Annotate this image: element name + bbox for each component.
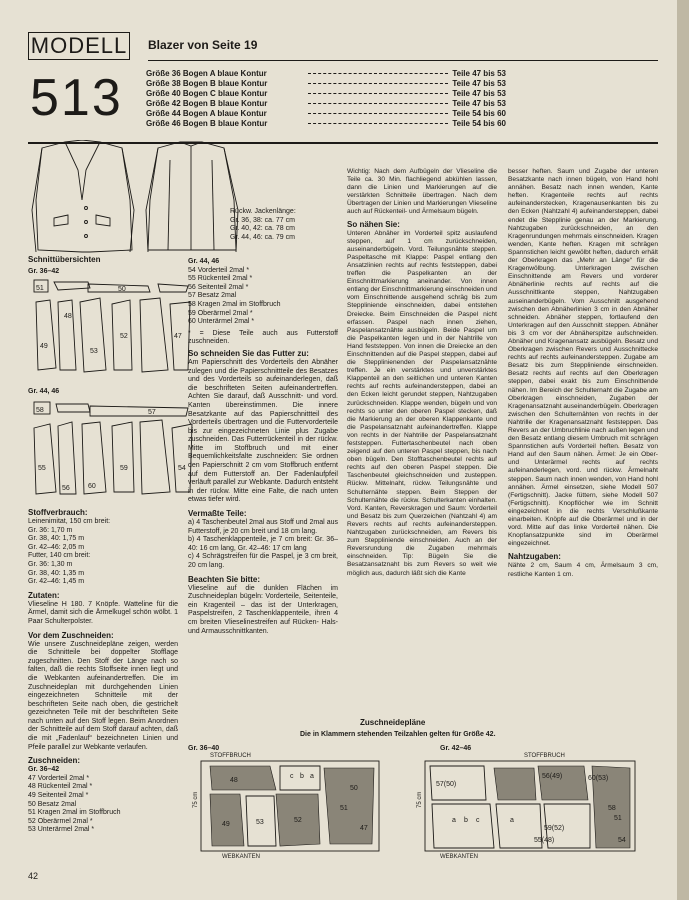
zuschneiden-group: Gr. 36–42 [28, 766, 60, 774]
header-rule [148, 60, 658, 61]
list-item: 60 Unterärmel 2mal * [188, 318, 255, 326]
list-group: Gr. 44, 46 [188, 258, 220, 265]
stoff-line: Gr. 42–46: 1,45 m [28, 578, 85, 586]
nahtzugaben-title: Nahtzugaben: [508, 552, 561, 562]
width-label: 75 cm [193, 791, 199, 808]
pattern-overview-a [28, 278, 198, 378]
size-row: Größe 40 Bogen C blaue Kontur Teile 47 bis 53 [146, 88, 506, 98]
svg-text:a: a [310, 773, 314, 780]
svg-text:59(52): 59(52) [544, 825, 565, 832]
list-item: 49 Seitenteil 2mal * [28, 792, 89, 800]
list-item: 59 Oberärmel 2mal * [188, 309, 253, 317]
size-row: Größe 44 Bogen A blaue Kontur Teile 54 bis 60 [146, 108, 506, 118]
cutting-plan-left [200, 760, 380, 852]
svg-text:58: 58 [608, 805, 616, 812]
svg-text:51: 51 [614, 815, 622, 822]
size-row: Größe 42 Bogen B blaue Kontur Teile 47 bis 53 [146, 98, 506, 108]
list-item: 56 Seitenteil 2mal * [188, 283, 249, 291]
svg-text:56(49): 56(49) [542, 773, 563, 780]
naehen-title: So nähen Sie: [347, 219, 400, 229]
svg-text:49: 49 [222, 821, 230, 828]
back-length-row: Gr. 40, 42: ca. 78 cm [230, 225, 295, 233]
list-item: 53 Unterärmel 2mal * [28, 826, 95, 834]
svg-text:54: 54 [618, 837, 626, 844]
svg-text:53: 53 [90, 348, 98, 355]
svg-text:a: a [452, 817, 456, 824]
plans-title: Zuschneidepläne [360, 718, 426, 727]
webkanten-label: WEBKANTEN [440, 854, 479, 860]
zutaten-text: Vlieseline H 180. 7 Knöpfe. Watteline für die Ärmel, damit sich die Ärmelkugel schön wölbt. 1 Paar Schulterpolster. [28, 600, 178, 625]
list-item: 51 Kragen 2mal im Stoffbruch [28, 809, 121, 817]
width-label: 75 cm [417, 791, 423, 808]
svg-text:51: 51 [340, 805, 348, 812]
svg-text:58: 58 [36, 407, 44, 414]
svg-text:c: c [290, 773, 294, 780]
list-item: 50 Besatz 2mal [28, 800, 77, 808]
stoff-line: Gr. 36: 1,70 m [28, 526, 73, 534]
size-row: Größe 36 Bogen A blaue Kontur Teile 47 bis 53 [146, 68, 506, 78]
cutting-plan-right [424, 760, 636, 852]
plan-left-label: Gr. 36–40 [188, 745, 220, 752]
stoff-title: Stoffverbrauch: [28, 508, 88, 517]
svg-text:56: 56 [62, 485, 70, 492]
svg-text:57: 57 [148, 409, 156, 416]
wichtig-text: Wichtig: Nach dem Aufbügeln der Vlieseline die Teile ca. 30 Min. flachliegend abkühlen lassen, dann die Linien und Markierungen auf die verstärkten Schnitteile übertragen. Nach dem Übertragen der Linien und Markierungen Vlieseline auch auf Rückenteil- und Ärmelsaum bügeln. [347, 168, 497, 216]
plan-right-label: Gr. 42–46 [440, 745, 472, 752]
vor-text: Wie unsere Zuschneidepläne zeigen, werden die Schnitteile bei doppelter Stofflage zugeschnitten. Den Stoff der Länge nach so falten, daß die rechts Stoffseite innen liegt und die Webkanten aufeinandertreffen. Die im Zuschneideplan mit durchgehenden Linien eingezeichneten Schnitteile mit der beschrifteten Seite nach oben, die gestrichelt gezeichneten Teile mit der beschrifteten Seite nach unten auf den Stoff legen. Beim Anordnen der Schnitteile auf dem Stoff darauf achten, daß die mit „Fadenlauf“ bezeichneten Linien und Pfeile parallel zur Webkante verlaufen. [28, 640, 178, 751]
svg-text:59: 59 [120, 465, 128, 472]
list-item: 55 Rückenteil 2mal * [188, 275, 253, 283]
fourth-column [508, 168, 658, 579]
stoff-line: Gr. 36: 1,30 m [28, 560, 73, 568]
zuschneiden-title: Zuschneiden: [28, 756, 81, 766]
svg-text:54: 54 [178, 465, 186, 472]
stoff-line: Gr. 42–46: 2,05 m [28, 543, 85, 551]
zutaten-title: Zutaten: [28, 590, 60, 600]
size-row: Größe 38 Bogen B blaue Kontur Teile 47 bis 53 [146, 78, 506, 88]
page-number: 42 [28, 871, 39, 881]
svg-text:48: 48 [230, 777, 238, 784]
svg-text:47: 47 [360, 825, 368, 832]
list-item: c) 4 Schrägstreifen für die Paspel, je 3 cm breit, 20 cm lang. [188, 553, 338, 569]
svg-text:60(53): 60(53) [588, 775, 609, 782]
stoffbruch-label: STOFFBRUCH [524, 753, 565, 759]
modell-label: MODELL [28, 32, 130, 60]
svg-text:57(50): 57(50) [436, 781, 457, 788]
svg-text:47: 47 [174, 333, 182, 340]
svg-text:52: 52 [294, 817, 302, 824]
back-length-title: Rückw. Jackenlänge: [230, 208, 296, 215]
vor-title: Vor dem Zuschneiden: [28, 630, 114, 640]
svg-text:52: 52 [120, 333, 128, 340]
blazer-technical-drawing [30, 140, 252, 260]
third-column [347, 168, 497, 578]
svg-text:a: a [510, 817, 514, 824]
nahtzugaben-text: Nähte 2 cm, Saum 4 cm, Ärmelsaum 3 cm, restliche Kanten 1 cm. [508, 562, 658, 578]
list-item: 48 Rückenteil 2mal * [28, 783, 93, 791]
vermasste-title: Vermaßte Teile: [188, 509, 247, 519]
list-item: b) 4 Taschenklappenteile, je 7 cm breit: Gr. 36–40: 16 cm lang, Gr. 42–46: 17 cm lang [188, 536, 338, 552]
list-item: 58 Kragen 2mal im Stoffbruch [188, 300, 281, 308]
svg-text:b: b [464, 817, 468, 824]
list-item: 57 Besatz 2mal [188, 292, 237, 300]
instructions-text: besser heften. Saum und Zugabe der unteren Besatzkante nach innen bügeln, von Hand hohl annähen. Besatz nach innen wenden, Kante heften. Kragenteile rechts auf rechts aufeinanderstecken, Kragenausenkanten bis zu den Ecken (Nahtzahl 4) aufeinandersteppen, dabei endet die Stepplinie genau an der Markierung. Nahtzugaben zurückschneiden, an den Kragenrundungen mehrmals einschneiden. Kragen wenden, Kante heften. Kragen mit schrägen Spannstichen leicht gewölbt heften, dadurch erhält der Oberkragen das „Mehr an Länge“ für die Kragenwölbung. Unterkragen zwischen Einschnittende am Revers und vorderer Abnäherlinie rechts auf rechts auf die Ausschnittkante steppen, Nahtzugaben auseinanderbügeln. Vom Ausschnitt ausgehend zwischen den Abnäherlinien 3 cm in den Abnäher schneiden. Abnäher steppen, fortlaufend den Unterkragen auf den Ausschnitt steppen. Abnäher bis 3 cm vor der Abnäherspitze aufschneiden. Abnäher und Kragenansatz ausbügeln. Besatz und Oberkragen zwischen Revers und Ausschnittecke rechts auf rechts aufeinandersteppen. Zugabe am Besatz bis zum Steppliniende einschneiden. Besatz rechts auf rechts auf den Oberkragen steppen, dabei exakt bis zum Einschnittende nähen. Im Bereich der Schulternaht die Zugabe am Oberkragen einschneiden, Zugaben der Kragenansatznaht auseinanderbügeln. Oberkragen zwischen den Schulternähten von rechts in der Nahtrille der Kragenansatznaht feststeppen. Das Revers an der Umbruchlinie nach außen legen und den Besatz entlang diesem Umbruch mit schrägen Spannstichen aufs Vorderteil heften. Besatz von Hand auf den Saum nähen. Ärmel: Je ein Ober- und Unterärmel rechts auf rechts aufeinanderlegen, vord. und rückw. Ärmelnaht steppen. Saum nach innen wenden, von Hand hohl annähen. Ärmel einsetzen, siehe Modell 507 (Fertigschnitt). Jacke füttern, siehe Modell 507 (Fertigschnitt). Knopflöcher wie im Schnitt eingezeichnet in die rechts Verschlußkante einarbeiten. Knöpfe auf die Oberärmel und in der vord. Mitte auf das linke Vorderteil nähen. Die Knopfansatzpunkte sind im Oberärmel eingezeichnet. [508, 168, 658, 548]
stoff-line: Futter, 140 cm breit: [28, 552, 91, 560]
overview-group-a: Gr. 36–42 [28, 268, 60, 275]
pattern-overview-b [28, 400, 198, 500]
list-item: 47 Vorderteil 2mal * [28, 774, 90, 782]
stoff-line: Leinenimitat, 150 cm breit: [28, 518, 111, 525]
futter-title: So schneiden Sie das Futter zu: [188, 348, 309, 358]
overview-group-b: Gr. 44, 46 [28, 388, 60, 395]
svg-text:60: 60 [88, 483, 96, 490]
middle-column [188, 258, 338, 636]
svg-text:51: 51 [36, 285, 44, 292]
size-row: Größe 46 Bogen B blaue Kontur Teile 54 bis 60 [146, 118, 506, 128]
plans-subtitle: Die in Klammern stehenden Teilzahlen gelten für Größe 42. [300, 731, 496, 738]
model-number: 513 [30, 69, 123, 127]
page-title: Blazer von Seite 19 [148, 38, 258, 52]
back-length-row: Gr. 44, 46: ca. 79 cm [230, 233, 295, 241]
naehen-text: Unteren Abnäher im Vorderteil spitz auslaufend steppen, auf 1 cm zurückschneiden, auseinanderbügeln. Vord. Teilungsnähte steppen. Paspeltasche mit Klappe: Paspel entlang den Ansatzlinien rechts auf rechts feststeppen, dabei treffen die Paspelkanten an der Einschnittmarkierung aneinander. Von innen entlang der Einschnittmarkierung einschneiden und vom Einschnittende ausgehend schräg bis zum Steppliniende einschneiden, dabei entstehen Dreiecke. Beim Einschneiden die Paspel nicht erfassen. Paspel nach innen ziehen, Paspelansatznähte ausbügeln. Beide Paspel um die Paspelkanten legen und in der Nahtrille von Hand feststeppen. Von innen die Dreiecke an den Einschnittenden auf die Paspel steppen, dabei auf die Stepplinienenden der Paspelansatznähte treffen. Je ein verstärktes und unverstärktes Klappenteil an den seitlichen und unteren Kanten rechts auf rechts aufeinandersteppen, dabei an den Ecken leicht gerundet steppen, Nahtzugaben zurückschneiden. Klappe wenden, bügeln und von rechts so unter den oberen Paspel stecken, daß die Markierung an der oberen Klappenkante und die Paspelansatznaht aufeinandertreffen. Klappe von rechts in der Nahtrille der Paspelansatznaht feststeppen. Futtertaschenbeutel nach oben zeigend auf den unteren Paspel steppen, bis nach oben bügeln. Den Stofftaschenbeutel rechts auf rechts auf den oberen Paspel steppen. Die Taschenbeutel gleichschneiden und zusteppen. Rückw. Mittelnaht, rückw. Teilungsnähte und Schulternähte steppen. Beim Steppen der Schulternähte die rückw. Schulterkanten einhalten. Vord. Kanten, Reverskragen und Saum: Vorderteil und Besatz bis zum Querzeichen (Nahtzahl 4) am Revers rechts auf rechts aufeinandersteppen. Nahtzugaben zurückschneiden, am Revers bis zum Steppliniende einschneiden. Auch an der Reversrundung die Zugaben mehrmals einschneiden. Tip: Bügeln Sie die Besatzansatznaht bis zum Revers so weit wie möglich aus, dadurch läßt sich die Kante [347, 229, 497, 577]
bitte-text: Vlieseline auf die dunklen Flächen im Zuschneideplan bügeln: Vorderteile, Seitenteile, ein Kragenteil – das ist der Unterkragen, Paspelstreifen, 2 Taschenklappenteile, ihren 4 cm breiten Vlieselinestreifen auf Rücken- Hals- und Armausschnittkanten. [188, 584, 338, 635]
list-item: 52 Oberärmel 2mal * [28, 817, 93, 825]
size-table [146, 68, 506, 128]
footnote: * = Diese Teile auch aus Futterstoff zuschneiden. [188, 329, 338, 346]
page-edge [677, 0, 689, 900]
back-length-row: Gr. 36, 38: ca. 77 cm [230, 216, 295, 224]
stoffbruch-label: STOFFBRUCH [210, 753, 251, 759]
svg-text:b: b [300, 773, 304, 780]
back-length-block [230, 208, 340, 242]
svg-text:55: 55 [38, 465, 46, 472]
list-item: a) 4 Taschenbeutel 2mal aus Stoff und 2mal aus Futterstoff, je 20 cm breit und 18 cm lang. [188, 519, 338, 535]
overview-title: Schnittübersichten [28, 255, 101, 264]
stoff-line: Gr. 38, 40: 1,35 m [28, 569, 85, 577]
bitte-title: Beachten Sie bitte: [188, 574, 261, 584]
svg-text:55(48): 55(48) [534, 837, 555, 844]
svg-text:50: 50 [350, 785, 358, 792]
stoff-line: Gr. 38, 40: 1,75 m [28, 535, 85, 543]
list-item: 54 Vorderteil 2mal * [188, 266, 250, 274]
webkanten-label: WEBKANTEN [222, 854, 261, 860]
left-column [28, 508, 178, 835]
svg-text:48: 48 [64, 313, 72, 320]
svg-text:53: 53 [256, 819, 264, 826]
svg-text:c: c [476, 817, 480, 824]
futter-text: Am Papierschnitt des Vorderteils den Abnäher zulegen und die Papierschnittteile des Besatzes und des Vorderteils so aufeinanderlegen, daß die beschrifteten Seiten aufeinandertreffen. Achten Sie darauf, daß Ausschnitt- und vord. Kanten übereinstimmen. Die innere Besatzkante auf das Papierschnittteil des Vorderteils übertragen und die Futtervorderteile bis zur eingezeichneten Linie plus Zugabe zuschneiden. Das Futterrückenteil in der rückw. Mitte im Stoffbruch und mit einer Bequemlichkeitsfalte zuschneiden: Sie ordnen den Papierschnitt 2 cm vom Stoffbruch entfernt auf dem Futterstoff an. Der Fadenlaufpfeil verläuft parallel zur Webkante. Dadurch entsteht in der rückw. Mitte eine Falte, die nach unten etwas tiefer wird. [188, 358, 338, 504]
svg-text:50: 50 [118, 286, 126, 293]
svg-text:49: 49 [40, 343, 48, 350]
